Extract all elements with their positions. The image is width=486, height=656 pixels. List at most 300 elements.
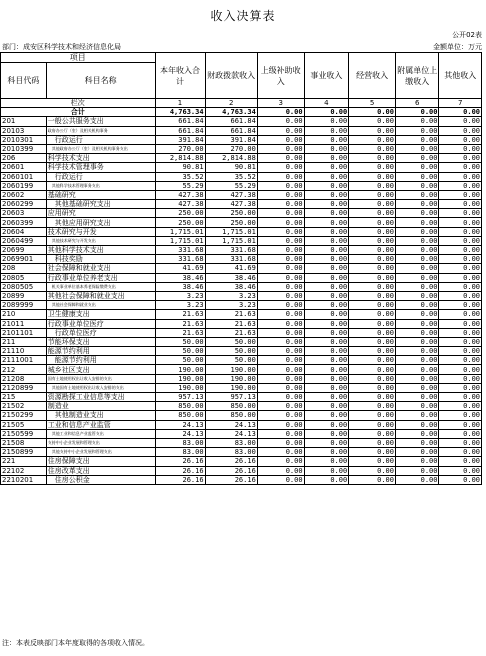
cell-v7: 0.00: [439, 328, 482, 337]
cell-v2: 391.84: [205, 135, 257, 144]
cell-v1: 250.00: [155, 209, 205, 218]
cell-code: 208: [1, 264, 47, 273]
cell-v4: 0.00: [304, 255, 349, 264]
cell-name: 应用研究: [46, 209, 155, 218]
cell-v1: 850.00: [155, 402, 205, 411]
total-v5: 0.00: [349, 108, 396, 117]
cell-code: 2210201: [1, 475, 47, 484]
cell-v4: 0.00: [304, 236, 349, 245]
cell-v3: 0.00: [257, 246, 304, 255]
cell-name: 科技奖励: [46, 255, 155, 264]
total-v1: 4,763.34: [155, 108, 205, 117]
cell-v7: 0.00: [439, 172, 482, 181]
cell-v7: 0.00: [439, 144, 482, 153]
table-row: [1, 438, 482, 447]
cell-v4: 0.00: [304, 282, 349, 291]
cell-v3: 0.00: [257, 154, 304, 163]
cell-code: 20699: [1, 246, 47, 255]
table-row: [1, 319, 482, 328]
cell-v2: 38.46: [205, 273, 257, 282]
cell-code: 210: [1, 310, 47, 319]
cell-v7: 0.00: [439, 154, 482, 163]
cell-v5: 0.00: [349, 301, 396, 310]
cell-code: 20805: [1, 273, 47, 282]
cell-code: 212: [1, 365, 47, 374]
cell-v3: 0.00: [257, 448, 304, 457]
cell-name: 支持中小企业发展和管理支出: [46, 438, 155, 447]
cell-v3: 0.00: [257, 337, 304, 346]
cell-v2: 21.63: [205, 319, 257, 328]
cell-v7: 0.00: [439, 402, 482, 411]
cell-v2: 427.38: [205, 200, 257, 209]
cell-v4: 0.00: [304, 356, 349, 365]
cell-v4: 0.00: [304, 273, 349, 282]
cell-v4: 0.00: [304, 218, 349, 227]
cell-v2: 250.00: [205, 209, 257, 218]
cell-v1: 190.00: [155, 374, 205, 383]
cell-v1: 24.13: [155, 429, 205, 438]
cell-v4: 0.00: [304, 154, 349, 163]
cell-v7: 0.00: [439, 457, 482, 466]
cell-name: 科学技术管理事务: [46, 163, 155, 172]
cell-v6: 0.00: [395, 438, 439, 447]
cell-name: 国有土地使用权出让收入安排的支出: [46, 374, 155, 383]
cell-v1: 38.46: [155, 282, 205, 291]
cell-v3: 0.00: [257, 347, 304, 356]
cell-v7: 0.00: [439, 200, 482, 209]
cell-v2: 24.13: [205, 420, 257, 429]
table-row: [1, 374, 482, 383]
cell-code: 2060499: [1, 236, 47, 245]
cell-code: 2150899: [1, 448, 47, 457]
cell-v6: 0.00: [395, 291, 439, 300]
cell-v3: 0.00: [257, 429, 304, 438]
cell-v2: 24.13: [205, 429, 257, 438]
cell-name: 政府办公厅（室）及相关机构事务: [46, 126, 155, 135]
cell-v3: 0.00: [257, 291, 304, 300]
table-row: [1, 181, 482, 190]
cell-code: 2010301: [1, 135, 47, 144]
cell-name: 其他支持中小企业发展和管理支出: [46, 448, 155, 457]
cell-v5: 0.00: [349, 255, 396, 264]
cell-code: 2060299: [1, 200, 47, 209]
cell-v3: 0.00: [257, 117, 304, 126]
cell-code: 21011: [1, 319, 47, 328]
table-row: [1, 154, 482, 163]
cell-v4: 0.00: [304, 163, 349, 172]
cell-v2: 26.16: [205, 466, 257, 475]
cell-v5: 0.00: [349, 190, 396, 199]
cell-v7: 0.00: [439, 374, 482, 383]
table-row: [1, 291, 482, 300]
cell-code: 2069901: [1, 255, 47, 264]
cell-v1: 661.84: [155, 126, 205, 135]
table-row: [1, 163, 482, 172]
table-row: [1, 236, 482, 245]
cell-code: 206: [1, 154, 47, 163]
cell-v4: 0.00: [304, 438, 349, 447]
cell-code: 21502: [1, 402, 47, 411]
cell-v5: 0.00: [349, 420, 396, 429]
cell-v1: 391.84: [155, 135, 205, 144]
cell-name: 其他应用研究支出: [46, 218, 155, 227]
cell-v7: 0.00: [439, 448, 482, 457]
cell-v6: 0.00: [395, 273, 439, 282]
cell-v7: 0.00: [439, 282, 482, 291]
cell-v1: 38.46: [155, 273, 205, 282]
cell-v6: 0.00: [395, 218, 439, 227]
cell-v7: 0.00: [439, 466, 482, 475]
table-row: [1, 273, 482, 282]
cell-v1: 427.38: [155, 200, 205, 209]
cell-v1: 250.00: [155, 218, 205, 227]
table-row: [1, 209, 482, 218]
cell-v6: 0.00: [395, 264, 439, 273]
header-name: 科目名称: [46, 63, 155, 99]
cell-v1: 90.81: [155, 163, 205, 172]
cell-v3: 0.00: [257, 411, 304, 420]
cell-v1: 24.13: [155, 420, 205, 429]
cell-v2: 190.00: [205, 383, 257, 392]
income-table: [0, 52, 482, 485]
cell-v5: 0.00: [349, 310, 396, 319]
cell-v6: 0.00: [395, 154, 439, 163]
cell-v1: 21.63: [155, 319, 205, 328]
cell-v1: 26.16: [155, 466, 205, 475]
cell-v5: 0.00: [349, 154, 396, 163]
cell-v3: 0.00: [257, 402, 304, 411]
header-col7: 其他收入: [439, 53, 482, 99]
cell-v6: 0.00: [395, 457, 439, 466]
cell-v6: 0.00: [395, 319, 439, 328]
cell-v1: 50.00: [155, 347, 205, 356]
total-v7: 0.00: [439, 108, 482, 117]
cell-v6: 0.00: [395, 475, 439, 484]
cell-code: 21505: [1, 420, 47, 429]
cell-v6: 0.00: [395, 448, 439, 457]
cell-v5: 0.00: [349, 374, 396, 383]
cell-v3: 0.00: [257, 227, 304, 236]
cell-v6: 0.00: [395, 337, 439, 346]
page-title: 收入决算表: [210, 9, 276, 23]
cell-v4: 0.00: [304, 227, 349, 236]
cell-v7: 0.00: [439, 135, 482, 144]
cell-v6: 0.00: [395, 466, 439, 475]
cell-code: 2101101: [1, 328, 47, 337]
table-row: [1, 328, 482, 337]
cell-name: 其他社会保障和就业支出: [46, 301, 155, 310]
cell-v7: 0.00: [439, 365, 482, 374]
cell-v6: 0.00: [395, 411, 439, 420]
cell-v3: 0.00: [257, 172, 304, 181]
header-n2: 2: [205, 99, 257, 108]
cell-code: 2060199: [1, 181, 47, 190]
table-row: [1, 227, 482, 236]
cell-name: 其他国有土地使用权出让收入安排的支出: [46, 383, 155, 392]
table-row: [1, 200, 482, 209]
cell-code: 201: [1, 117, 47, 126]
cell-name: 住房保障支出: [46, 457, 155, 466]
cell-v7: 0.00: [439, 209, 482, 218]
unit-label: 金额单位：万元: [433, 43, 482, 51]
cell-v7: 0.00: [439, 264, 482, 273]
cell-code: 2150599: [1, 429, 47, 438]
table-row: [1, 255, 482, 264]
cell-v1: 190.00: [155, 383, 205, 392]
cell-name: 机关事业单位基本养老保险缴费支出: [46, 282, 155, 291]
cell-v5: 0.00: [349, 365, 396, 374]
cell-v6: 0.00: [395, 429, 439, 438]
table-row: [1, 144, 482, 153]
cell-v5: 0.00: [349, 328, 396, 337]
cell-v6: 0.00: [395, 246, 439, 255]
cell-v1: 331.68: [155, 246, 205, 255]
cell-code: 2089999: [1, 301, 47, 310]
cell-v5: 0.00: [349, 236, 396, 245]
cell-v7: 0.00: [439, 411, 482, 420]
cell-v7: 0.00: [439, 383, 482, 392]
cell-v1: 26.16: [155, 457, 205, 466]
cell-v3: 0.00: [257, 209, 304, 218]
cell-name: 其他工业和信息产业监管支出: [46, 429, 155, 438]
cell-v5: 0.00: [349, 135, 396, 144]
cell-v4: 0.00: [304, 117, 349, 126]
cell-v5: 0.00: [349, 383, 396, 392]
header-col2: 财政拨款收入: [205, 53, 257, 99]
cell-v5: 0.00: [349, 411, 396, 420]
cell-v3: 0.00: [257, 457, 304, 466]
cell-v1: 3.23: [155, 301, 205, 310]
table-row: [1, 393, 482, 402]
cell-v6: 0.00: [395, 420, 439, 429]
cell-v4: 0.00: [304, 374, 349, 383]
cell-v6: 0.00: [395, 190, 439, 199]
cell-name: 卫生健康支出: [46, 310, 155, 319]
cell-v2: 1,715.01: [205, 227, 257, 236]
header-n3: 3: [257, 99, 304, 108]
cell-v4: 0.00: [304, 383, 349, 392]
cell-v1: 190.00: [155, 365, 205, 374]
header-col5: 经营收入: [349, 53, 396, 99]
cell-v2: 35.52: [205, 172, 257, 181]
cell-v1: 26.16: [155, 475, 205, 484]
cell-v7: 0.00: [439, 246, 482, 255]
cell-v1: 35.52: [155, 172, 205, 181]
cell-v2: 2,814.88: [205, 154, 257, 163]
cell-v7: 0.00: [439, 337, 482, 346]
cell-v2: 957.13: [205, 393, 257, 402]
cell-v7: 0.00: [439, 181, 482, 190]
cell-name: 其他制造业支出: [46, 411, 155, 420]
cell-v3: 0.00: [257, 163, 304, 172]
cell-v1: 957.13: [155, 393, 205, 402]
cell-v5: 0.00: [349, 457, 396, 466]
cell-v4: 0.00: [304, 319, 349, 328]
cell-code: 2060101: [1, 172, 47, 181]
header-code: 科目代码: [1, 63, 47, 99]
cell-v4: 0.00: [304, 200, 349, 209]
cell-v3: 0.00: [257, 301, 304, 310]
cell-v3: 0.00: [257, 264, 304, 273]
cell-v4: 0.00: [304, 402, 349, 411]
cell-v5: 0.00: [349, 246, 396, 255]
table-row: [1, 310, 482, 319]
table-row: [1, 117, 482, 126]
cell-v4: 0.00: [304, 365, 349, 374]
cell-v4: 0.00: [304, 172, 349, 181]
cell-v7: 0.00: [439, 190, 482, 199]
cell-v3: 0.00: [257, 319, 304, 328]
footnote: 注：本表反映部门本年度取得的各项收入情况。: [2, 639, 149, 647]
cell-v6: 0.00: [395, 402, 439, 411]
cell-v6: 0.00: [395, 227, 439, 236]
cell-v1: 50.00: [155, 356, 205, 365]
table-row: [1, 126, 482, 135]
header-col3: 上级补助收入: [257, 53, 304, 99]
header-col6: 附属单位上缴收入: [395, 53, 439, 99]
cell-v6: 0.00: [395, 347, 439, 356]
cell-v5: 0.00: [349, 126, 396, 135]
cell-code: 221: [1, 457, 47, 466]
cell-v2: 83.00: [205, 448, 257, 457]
cell-name: 能源节约利用: [46, 347, 155, 356]
cell-name: 资源勘探工业信息等支出: [46, 393, 155, 402]
cell-v2: 21.63: [205, 310, 257, 319]
cell-v6: 0.00: [395, 200, 439, 209]
header-n1: 1: [155, 99, 205, 108]
cell-v1: 3.23: [155, 291, 205, 300]
cell-v1: 661.84: [155, 117, 205, 126]
cell-v1: 41.69: [155, 264, 205, 273]
cell-v2: 83.00: [205, 438, 257, 447]
cell-name: 基础研究: [46, 190, 155, 199]
cell-name: 其他科学技术管理事务支出: [46, 181, 155, 190]
cell-v6: 0.00: [395, 163, 439, 172]
cell-v2: 41.69: [205, 264, 257, 273]
cell-v2: 50.00: [205, 347, 257, 356]
cell-v3: 0.00: [257, 420, 304, 429]
cell-v5: 0.00: [349, 319, 396, 328]
table-row: [1, 218, 482, 227]
cell-code: 21208: [1, 374, 47, 383]
cell-v1: 331.68: [155, 255, 205, 264]
cell-v7: 0.00: [439, 236, 482, 245]
cell-v2: 1,715.01: [205, 236, 257, 245]
cell-name: 住房改革支出: [46, 466, 155, 475]
cell-v5: 0.00: [349, 264, 396, 273]
cell-v6: 0.00: [395, 117, 439, 126]
cell-v3: 0.00: [257, 236, 304, 245]
cell-v4: 0.00: [304, 291, 349, 300]
cell-v5: 0.00: [349, 273, 396, 282]
cell-code: 20899: [1, 291, 47, 300]
cell-v3: 0.00: [257, 255, 304, 264]
cell-v7: 0.00: [439, 227, 482, 236]
table-row: [1, 347, 482, 356]
cell-v3: 0.00: [257, 365, 304, 374]
cell-v6: 0.00: [395, 236, 439, 245]
cell-v6: 0.00: [395, 310, 439, 319]
cell-v7: 0.00: [439, 393, 482, 402]
total-v4: 0.00: [304, 108, 349, 117]
cell-code: 20602: [1, 190, 47, 199]
cell-v1: 2,814.88: [155, 154, 205, 163]
total-v3: 0.00: [257, 108, 304, 117]
cell-name: 行政事业单位养老支出: [46, 273, 155, 282]
cell-code: 20103: [1, 126, 47, 135]
cell-v1: 21.63: [155, 310, 205, 319]
cell-v7: 0.00: [439, 218, 482, 227]
department-label: 部门：成安区科学技术和经济信息化局: [2, 43, 121, 51]
cell-v5: 0.00: [349, 393, 396, 402]
cell-v4: 0.00: [304, 429, 349, 438]
cell-v6: 0.00: [395, 135, 439, 144]
cell-v4: 0.00: [304, 466, 349, 475]
total-label: 合计: [1, 108, 156, 117]
cell-v4: 0.00: [304, 347, 349, 356]
total-row: [1, 108, 482, 117]
cell-v4: 0.00: [304, 144, 349, 153]
table-row: [1, 282, 482, 291]
header-n6: 6: [395, 99, 439, 108]
cell-v4: 0.00: [304, 126, 349, 135]
table-row: [1, 429, 482, 438]
cell-v4: 0.00: [304, 181, 349, 190]
table-row: [1, 337, 482, 346]
cell-v2: 38.46: [205, 282, 257, 291]
cell-v3: 0.00: [257, 273, 304, 282]
cell-v4: 0.00: [304, 337, 349, 346]
cell-code: 21110: [1, 347, 47, 356]
cell-v2: 661.84: [205, 117, 257, 126]
cell-v2: 850.00: [205, 411, 257, 420]
cell-v4: 0.00: [304, 420, 349, 429]
cell-name: 科学技术支出: [46, 154, 155, 163]
cell-v6: 0.00: [395, 301, 439, 310]
cell-v7: 0.00: [439, 255, 482, 264]
cell-v4: 0.00: [304, 246, 349, 255]
table-row: [1, 264, 482, 273]
table-row: [1, 457, 482, 466]
table-row: [1, 466, 482, 475]
cell-v1: 1,715.01: [155, 227, 205, 236]
cell-v5: 0.00: [349, 227, 396, 236]
cell-v1: 270.00: [155, 144, 205, 153]
cell-v5: 0.00: [349, 337, 396, 346]
cell-v6: 0.00: [395, 356, 439, 365]
cell-v6: 0.00: [395, 126, 439, 135]
cell-name: 能源节约利用: [46, 356, 155, 365]
cell-name: 其他政府办公厅（室）及相关机构事务支出: [46, 144, 155, 153]
cell-v3: 0.00: [257, 328, 304, 337]
cell-v7: 0.00: [439, 126, 482, 135]
cell-v4: 0.00: [304, 209, 349, 218]
cell-code: 20604: [1, 227, 47, 236]
cell-name: 其他基础研究支出: [46, 200, 155, 209]
cell-v3: 0.00: [257, 438, 304, 447]
cell-name: 行政运行: [46, 135, 155, 144]
table-row: [1, 301, 482, 310]
cell-v4: 0.00: [304, 264, 349, 273]
cell-name: 其他技术研究与开发支出: [46, 236, 155, 245]
cell-code: 2060399: [1, 218, 47, 227]
cell-v1: 83.00: [155, 448, 205, 457]
cell-v5: 0.00: [349, 347, 396, 356]
cell-v7: 0.00: [439, 310, 482, 319]
cell-v5: 0.00: [349, 200, 396, 209]
cell-v2: 55.29: [205, 181, 257, 190]
cell-v5: 0.00: [349, 181, 396, 190]
